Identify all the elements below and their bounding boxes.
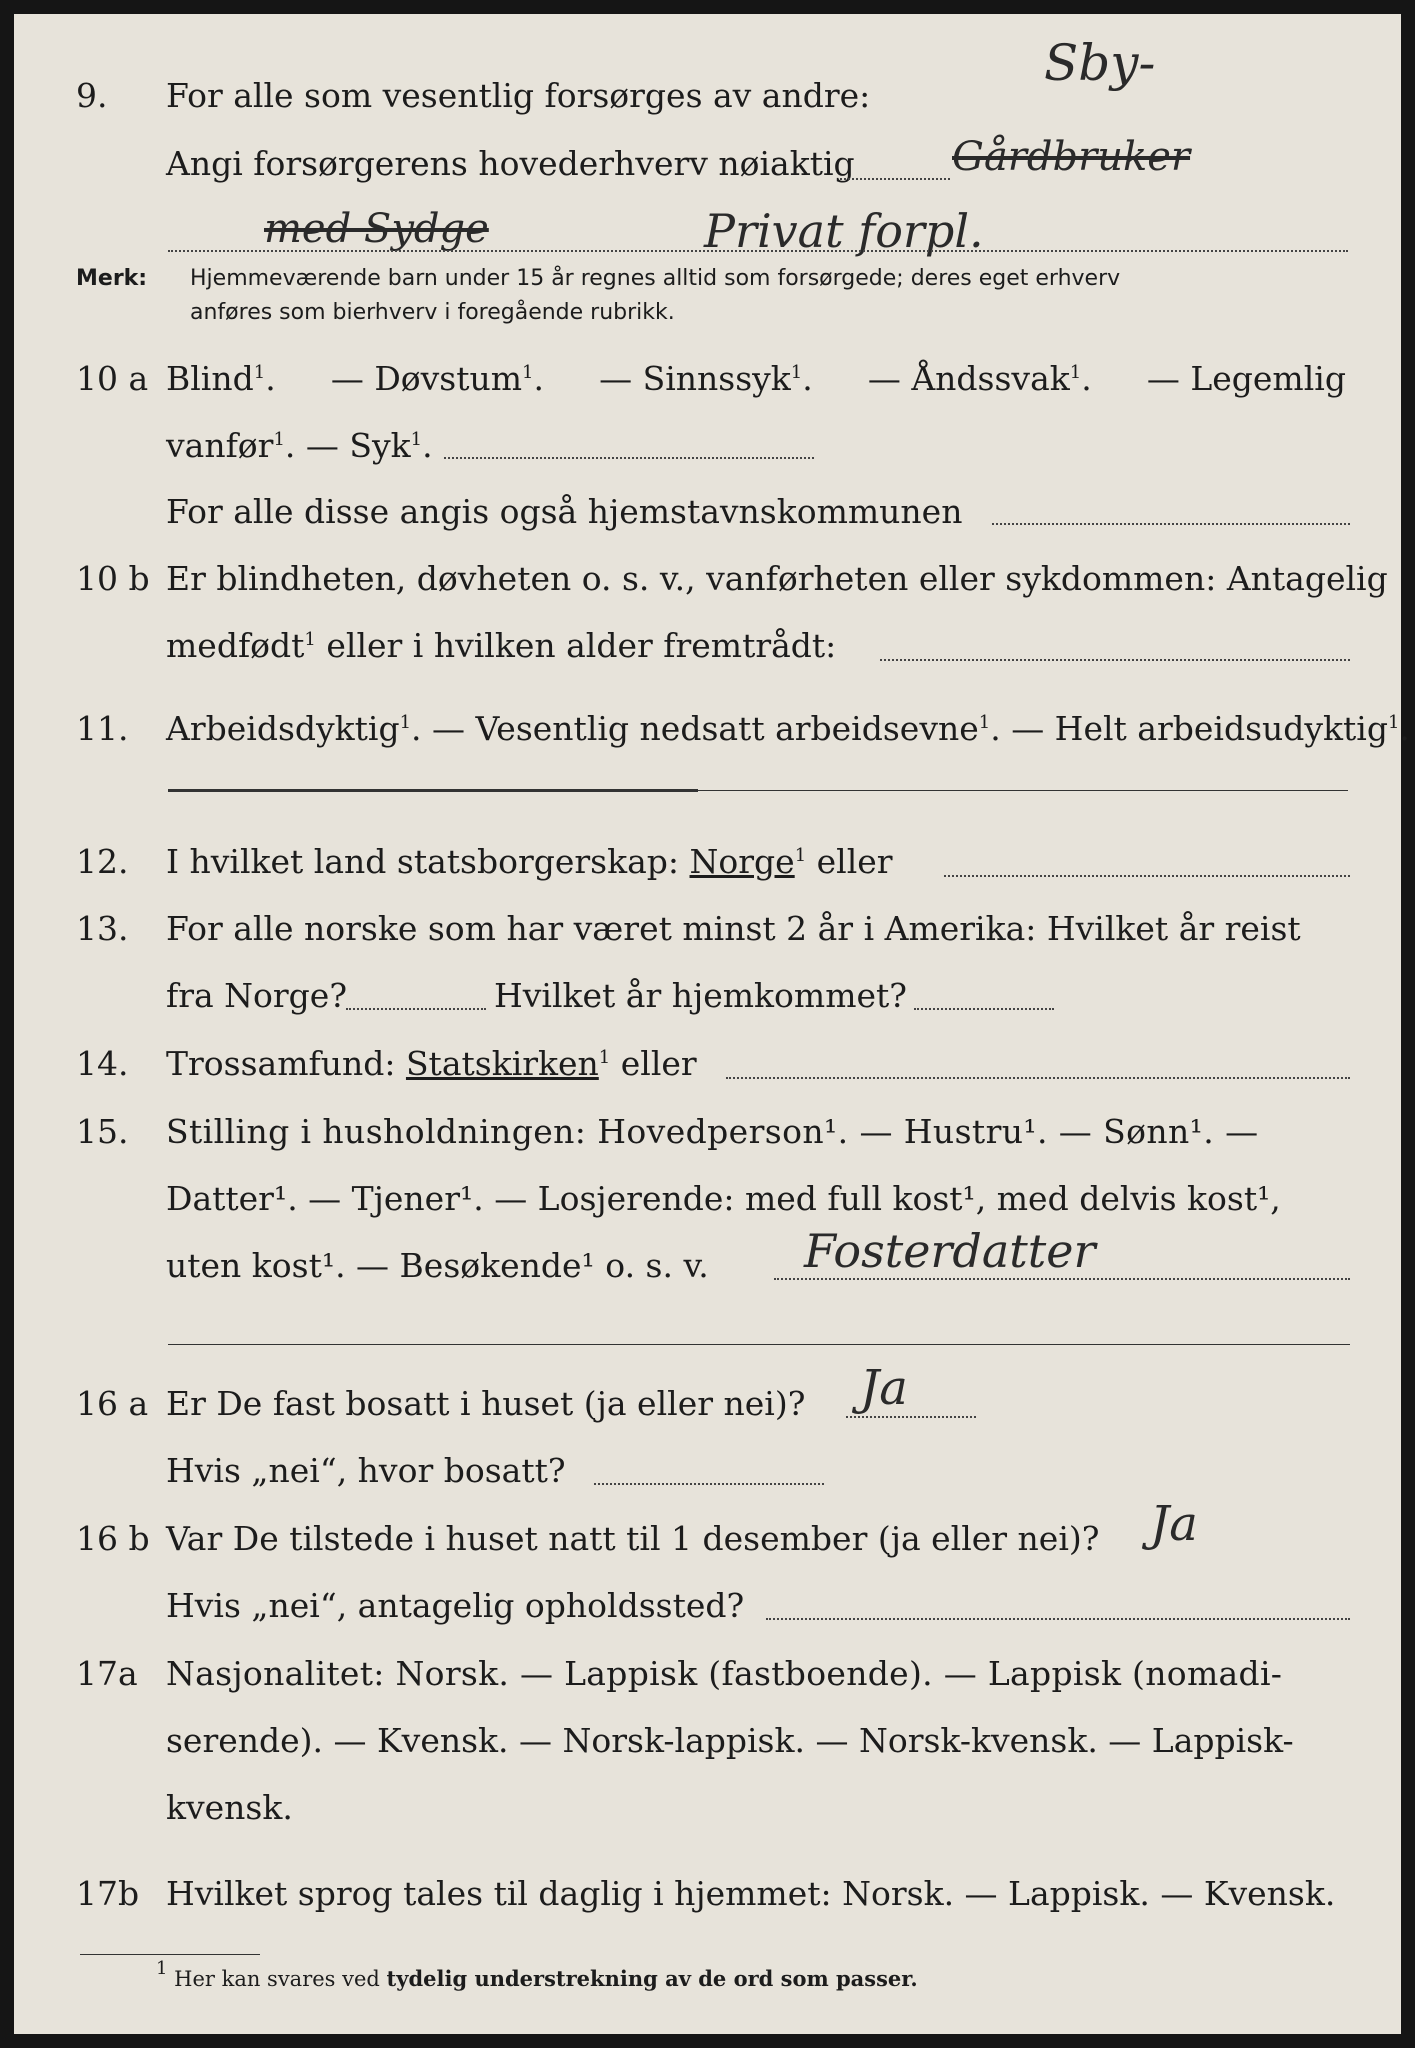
census-form-page: [14, 14, 1410, 2034]
q10a-option-blind: Blind$^1$.: [166, 359, 276, 398]
q9-number: 9.: [76, 76, 108, 115]
q14-answer-underlined: Statskirken: [405, 1044, 599, 1083]
q10a-dotted-line-1: [444, 457, 814, 459]
merk-line1: Hjemmeværende barn under 15 år regnes alltid som forsørgede; deres eget erhverv: [190, 266, 1121, 291]
q9-line2: Angi forsørgerens hovederhverv nøiaktig: [166, 144, 855, 183]
q13-number: 13.: [76, 909, 129, 948]
q9-line2-dotted-fill: [840, 178, 950, 180]
q10a-dotted-line-2: [992, 523, 1350, 525]
q13-dotted-line-1: [346, 1008, 486, 1010]
q16a-dotted-line-2: [594, 1483, 824, 1485]
q10a-option-legemlig: — Legemlig: [1146, 359, 1346, 398]
q10a-line2: vanfør$^1$. — Syk$^1$.: [166, 426, 433, 465]
q9-handwriting-top: Sby-: [1044, 34, 1156, 92]
q15-line1: Stilling i husholdningen: Hovedperson¹. — Hustru¹. — Sønn¹. —: [166, 1112, 1259, 1151]
merk-label: Merk:: [76, 266, 148, 291]
q12-dotted-line: [944, 875, 1350, 877]
q15-dotted-line: [774, 1278, 1350, 1280]
q9-answer-dotted-line: [168, 250, 1348, 252]
q15-number: 15.: [76, 1112, 129, 1151]
q10b-line1: Er blindheten, døvheten o. s. v., vanførheten eller sykdommen: Antagelig: [166, 559, 1388, 598]
q10a-option-andssvak: — Åndssvak$^1$.: [867, 359, 1092, 398]
q13-line1: For alle norske som har været minst 2 år i Amerika: Hvilket år reist: [166, 909, 1301, 948]
q16a-dotted-line-1: [846, 1416, 976, 1418]
q16b-number: 16 b: [76, 1519, 150, 1558]
q10b-dotted-line: [880, 659, 1350, 661]
q12-answer-underlined: Norge: [689, 842, 795, 881]
q9-line1: For alle som vesentlig forsørges av andre:: [166, 76, 871, 115]
q16b-line1: Var De tilstede i huset natt til 1 desember (ja eller nei)?: [166, 1519, 1100, 1558]
q17b-number: 17b: [76, 1874, 140, 1913]
q11-line: Arbeidsdyktig$^1$. — Vesentlig nedsatt arbeidsevne$^1$. — Helt arbeidsudyktig$^1$.: [166, 709, 1410, 748]
q15-rule: [168, 1344, 1350, 1345]
q17b-line1: Hvilket sprog tales til daglig i hjemmet: Norsk. — Lappisk. — Kvensk.: [166, 1874, 1336, 1913]
q16a-line1: Er De fast bosatt i huset (ja eller nei)?: [166, 1384, 806, 1423]
q13-line2b: Hvilket år hjemkommet?: [494, 976, 907, 1015]
q9-handwriting-answer: Privat forpl.: [704, 204, 984, 258]
q9-handwriting-struck-1: Gårdbruker: [952, 134, 1191, 180]
q17a-line3: kvensk.: [166, 1788, 293, 1827]
q16a-number: 16 a: [76, 1384, 149, 1423]
q12-number: 12.: [76, 842, 129, 881]
q15-handwriting-answer: Fosterdatter: [804, 1224, 1096, 1278]
q14-line: Trossamfund: Statskirken$^1$ eller: [166, 1044, 697, 1083]
q16a-handwriting-answer: Ja: [860, 1360, 908, 1416]
q16b-line2: Hvis „nei“, antagelig opholdssted?: [166, 1586, 745, 1625]
q9-handwriting-struck-2: med Sydge: [264, 206, 489, 252]
q10a-option-sinnssyk: — Sinnssyk$^1$.: [599, 359, 813, 398]
merk-line2: anføres som bierhverv i foregående rubrikk.: [190, 300, 675, 325]
q11-number: 11.: [76, 709, 129, 748]
q14-dotted-line: [726, 1077, 1350, 1079]
q13-line2a: fra Norge?: [166, 976, 348, 1015]
q10a-option-dovstum: — Døvstum$^1$.: [330, 359, 544, 398]
q15-line2: Datter¹. — Tjener¹. — Losjerende: med full kost¹, med delvis kost¹,: [166, 1179, 1281, 1218]
q17a-line2: serende). — Kvensk. — Norsk-lappisk. — Norsk-kvensk. — Lappisk-: [166, 1721, 1294, 1760]
q12-line: I hvilket land statsborgerskap: Norge$^1$ eller: [166, 842, 893, 881]
footnote-text: $^1$ Her kan svares ved tydelig understrekning av de ord som passer.: [156, 1958, 918, 1991]
q17a-number: 17a: [76, 1654, 138, 1693]
q17a-line1: Nasjonalitet: Norsk. — Lappisk (fastboende). — Lappisk (nomadi-: [166, 1654, 1283, 1693]
footnote-rule: [80, 1954, 260, 1955]
q16b-handwriting-answer: Ja: [1150, 1496, 1198, 1552]
q10a-line3: For alle disse angis også hjemstavnskommunen: [166, 492, 963, 531]
q10a-number: 10 a: [76, 359, 149, 398]
q15-line3: uten kost¹. — Besøkende¹ o. s. v.: [166, 1246, 709, 1285]
q16b-dotted-line: [766, 1618, 1350, 1620]
q13-dotted-line-2: [914, 1008, 1054, 1010]
q10a-line1: [166, 359, 1346, 399]
q10b-line2: medfødt$^1$ eller i hvilken alder fremtrådt:: [166, 626, 837, 665]
q11-rule-left: [168, 789, 698, 792]
q10b-number: 10 b: [76, 559, 150, 598]
q11-rule-right: [698, 790, 1348, 791]
q16a-line2: Hvis „nei“, hvor bosatt?: [166, 1451, 566, 1490]
q14-number: 14.: [76, 1044, 129, 1083]
